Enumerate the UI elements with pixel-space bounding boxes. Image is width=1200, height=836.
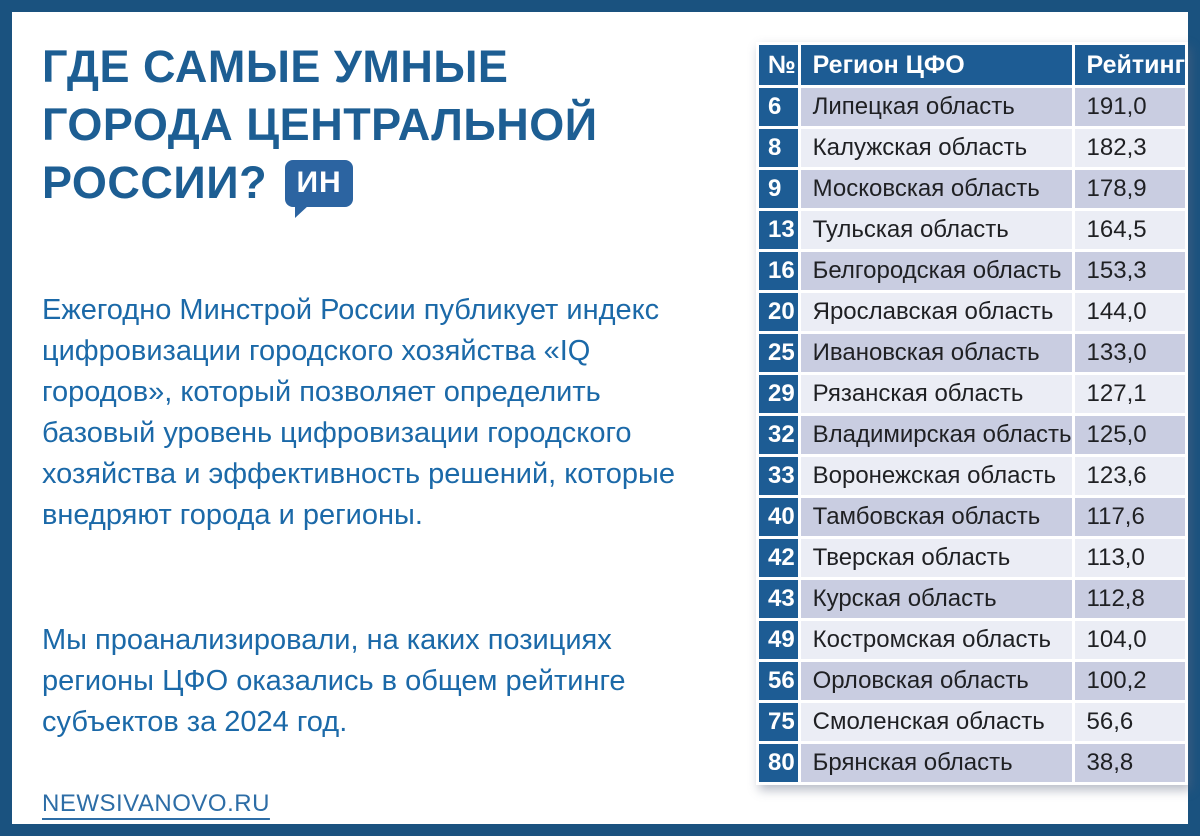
- title-line-3-text: РОССИИ?: [42, 157, 268, 208]
- rating-cell: 153,3: [1075, 252, 1185, 290]
- table-row: [759, 88, 1185, 126]
- rank-cell: 25: [759, 334, 798, 372]
- header-region-column: Регион ЦФО: [801, 45, 1072, 85]
- rating-cell: 178,9: [1075, 170, 1185, 208]
- badge-label: ИН: [296, 166, 342, 199]
- table-row: [759, 744, 1185, 782]
- title-line-3: [42, 154, 732, 212]
- table-row: [759, 498, 1185, 536]
- header-number-column: №: [759, 45, 798, 85]
- table-row: [759, 580, 1185, 618]
- rating-cell: 164,5: [1075, 211, 1185, 249]
- region-cell: Рязанская область: [801, 375, 1072, 413]
- intro-paragraph: Ежегодно Минстрой России публикует индекс цифровизации городского хозяйства «IQ городов», который позволяет определить базовый уровень цифровизации городского хозяйства и эффективность решений, которые внедряют города и регионы.: [42, 294, 675, 531]
- table-row: [759, 170, 1185, 208]
- region-cell: Ивановская область: [801, 334, 1072, 372]
- header-rating-column: Рейтинг: [1075, 45, 1185, 85]
- table-row: [759, 416, 1185, 454]
- region-cell: Владимирская область: [801, 416, 1072, 454]
- table-row: [759, 211, 1185, 249]
- ranking-table-body: [759, 88, 1185, 782]
- analysis-paragraph: Мы проанализировали, на каких позициях регионы ЦФО оказались в общем рейтинге субъектов за 2024 год.: [42, 624, 626, 738]
- rank-cell: 16: [759, 252, 798, 290]
- rating-cell: 117,6: [1075, 498, 1185, 536]
- rating-cell: 56,6: [1075, 703, 1185, 741]
- rank-cell: 20: [759, 293, 798, 331]
- rating-cell: 104,0: [1075, 621, 1185, 659]
- rank-cell: 75: [759, 703, 798, 741]
- rank-cell: 9: [759, 170, 798, 208]
- table-header-row: [759, 45, 1185, 85]
- table-row: [759, 621, 1185, 659]
- title-line-2: ГОРОДА ЦЕНТРАЛЬНОЙ: [42, 99, 598, 150]
- region-cell: Тамбовская область: [801, 498, 1072, 536]
- region-cell: Ярославская область: [801, 293, 1072, 331]
- speech-bubble-tail-icon: [295, 205, 309, 218]
- region-cell: Тульская область: [801, 211, 1072, 249]
- rank-cell: 32: [759, 416, 798, 454]
- rating-cell: 182,3: [1075, 129, 1185, 167]
- rating-cell: 100,2: [1075, 662, 1185, 700]
- page-title: [42, 38, 732, 212]
- table-row: [759, 703, 1185, 741]
- ranking-table-container: [756, 42, 1188, 785]
- rank-cell: 56: [759, 662, 798, 700]
- ranking-table: [756, 42, 1188, 785]
- rating-cell: 38,8: [1075, 744, 1185, 782]
- rank-cell: 42: [759, 539, 798, 577]
- title-line-1: ГДЕ САМЫЕ УМНЫЕ: [42, 41, 509, 92]
- in-news-logo-badge: [285, 160, 353, 207]
- rank-cell: 80: [759, 744, 798, 782]
- region-cell: Смоленская область: [801, 703, 1072, 741]
- table-row: [759, 375, 1185, 413]
- rank-cell: 40: [759, 498, 798, 536]
- region-cell: Липецкая область: [801, 88, 1072, 126]
- rank-cell: 13: [759, 211, 798, 249]
- region-cell: Калужская область: [801, 129, 1072, 167]
- table-row: [759, 252, 1185, 290]
- rating-cell: 127,1: [1075, 375, 1185, 413]
- rating-cell: 125,0: [1075, 416, 1185, 454]
- region-cell: Тверская область: [801, 539, 1072, 577]
- region-cell: Орловская область: [801, 662, 1072, 700]
- rank-cell: 6: [759, 88, 798, 126]
- region-cell: Воронежская область: [801, 457, 1072, 495]
- table-row: [759, 662, 1185, 700]
- rank-cell: 43: [759, 580, 798, 618]
- table-row: [759, 293, 1185, 331]
- rating-cell: 144,0: [1075, 293, 1185, 331]
- table-row: [759, 457, 1185, 495]
- rank-cell: 49: [759, 621, 798, 659]
- rating-cell: 191,0: [1075, 88, 1185, 126]
- region-cell: Московская область: [801, 170, 1072, 208]
- region-cell: Курская область: [801, 580, 1072, 618]
- table-row: [759, 129, 1185, 167]
- rank-cell: 8: [759, 129, 798, 167]
- table-row: [759, 539, 1185, 577]
- rating-cell: 133,0: [1075, 334, 1185, 372]
- table-row: [759, 334, 1185, 372]
- rating-cell: 112,8: [1075, 580, 1185, 618]
- rating-cell: 123,6: [1075, 457, 1185, 495]
- region-cell: Брянская область: [801, 744, 1072, 782]
- region-cell: Костромская область: [801, 621, 1072, 659]
- site-link[interactable]: NEWSIVANOVO.RU: [42, 790, 270, 817]
- rating-cell: 113,0: [1075, 539, 1185, 577]
- rank-cell: 29: [759, 375, 798, 413]
- rank-cell: 33: [759, 457, 798, 495]
- region-cell: Белгородская область: [801, 252, 1072, 290]
